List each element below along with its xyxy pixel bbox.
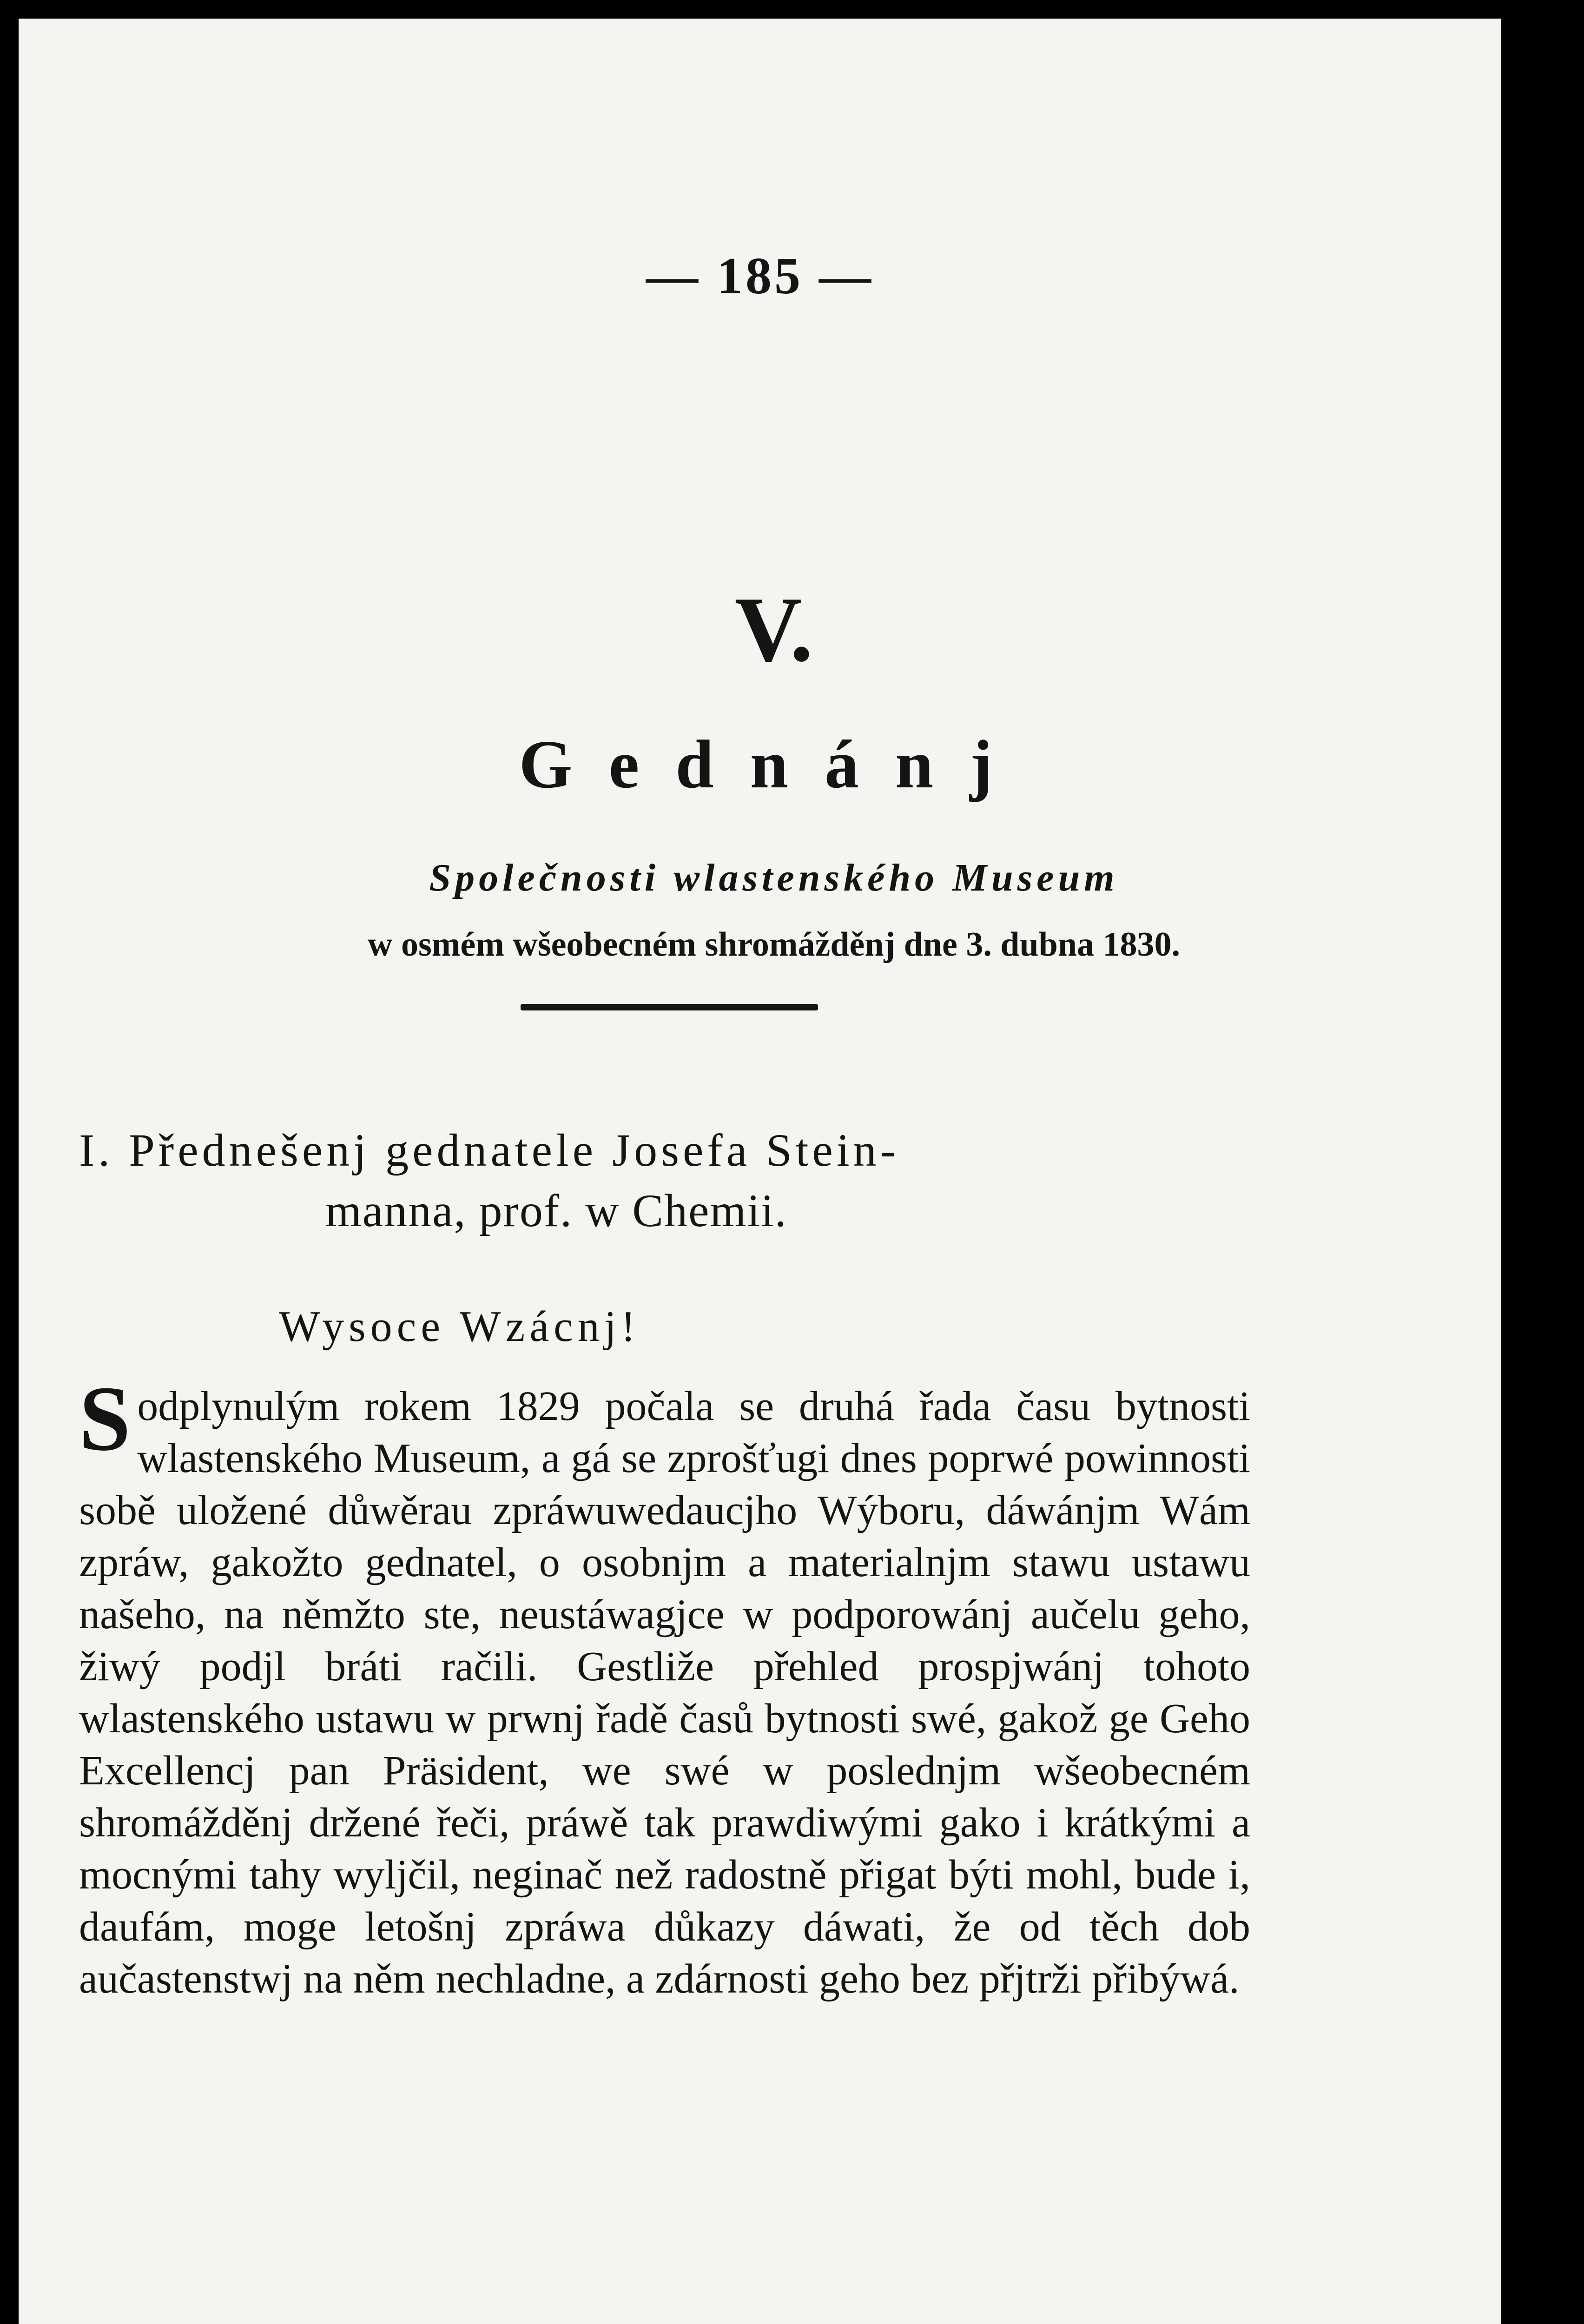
page-number: — 185 — [646,247,874,305]
body-paragraph-1 [79,1367,1250,2005]
subtitle-society: Společnosti wlastenského Museum [429,856,1119,899]
speech-heading [79,1120,1260,1241]
drop-cap: S [79,1367,131,1470]
section-numeral: V. [734,578,813,681]
speech-heading-line-1: I. Přednešenj gednatele Josefa Stein- [79,1124,899,1176]
speech-heading-line-2: manna, prof. w Chemii. [325,1185,787,1236]
book-page [19,19,1501,2324]
scan-border [1501,0,1584,2324]
horizontal-rule [521,1004,818,1010]
subtitle-meeting-date: w osmém wšeobecném shromážděnj dne 3. dubna 1830. [368,925,1180,964]
salutation: Wysoce Wzácnj! [279,1302,640,1351]
page-title: Gednánj [519,726,1029,803]
body-paragraph-1-text: odplynulým rokem 1829 počala se druhá řada času bytnosti wlastenského Museum, a gá se zprošťugi dnes poprwé powinnosti sobě uložené důwěrau zpráwuwedaucjho Wýboru, dáwánjm Wám zpráw, gakožto gednatel, o osobnjm a materialnjm stawu ustawu našeho, na němžto ste, neustáwagjce w podporowánj aučelu geho, žiwý podjl bráti račili. Gestliže přehled prospjwánj tohoto wlastenského ustawu w prwnj řadě časů bytnosti swé, gakož ge Geho Excellencj pan Präsident, we swé w poslednjm wšeobecném shromážděnj držené řeči, práwě tak prawdiwými gako i krátkými a mocnými tahy wyljčil, neginač než radostně přigat býti mohl, bude i, daufám, moge letošnj zpráwa důkazy dáwati, že od těch dob aučastenstwj na něm nechladne, a zdárnosti geho bez přjtrži přibýwá. [79,1383,1250,2002]
